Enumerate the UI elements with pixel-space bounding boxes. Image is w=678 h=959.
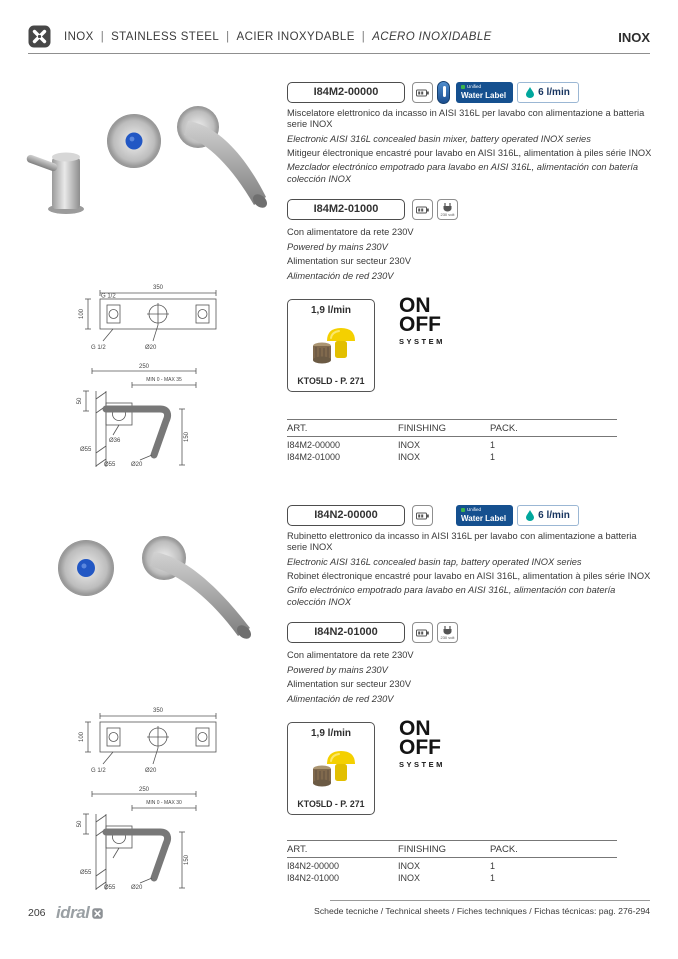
product-section-i84m2 [0, 75, 678, 498]
aerator-body [313, 343, 331, 364]
battery-badge [412, 622, 433, 643]
col-pack: PACK. [490, 423, 518, 434]
mains-en: Powered by mains 230V [287, 664, 388, 675]
mains-description [287, 650, 655, 708]
dim-d36: Ø36 [109, 438, 121, 444]
article-table [287, 419, 617, 462]
dim-d20: Ø20 [131, 462, 143, 468]
col-pack: PACK. [490, 844, 518, 855]
product-description [287, 108, 655, 188]
mains-voltage-badge [437, 622, 458, 643]
battery-badge [412, 199, 433, 220]
water-drop-icon [526, 87, 534, 98]
dim-height: 150 [184, 431, 190, 443]
water-label-top: Unified [461, 85, 508, 90]
mains-description [287, 227, 655, 285]
collection-name: INOX [618, 30, 650, 45]
aerator-box [287, 299, 375, 392]
description-it: Rubinetto elettronico da incasso in AISI 316L per lavabo con alimentazione a batteria serie INOX [287, 531, 637, 553]
cell-pack: 1 [490, 452, 496, 462]
dim-d55a: Ø55 [80, 870, 92, 876]
article-code-box [287, 82, 405, 103]
aerator-image [308, 745, 356, 791]
article-code: I84N2-00000 [314, 509, 378, 521]
wall-spout [142, 536, 254, 641]
dim-thread-bottom: G 1/2 [91, 345, 106, 351]
dim-diameter: Ø20 [145, 345, 157, 351]
battery-icon [416, 512, 429, 520]
cell-finishing: INOX [398, 452, 421, 462]
header-lang-es: ACERO INOXIDABLE [372, 31, 492, 43]
cell-finishing: INOX [398, 873, 421, 883]
dim-minmax: MIN 0 - MAX 30 [146, 800, 182, 806]
mains-voltage-badge [437, 199, 458, 220]
plug-icon [442, 626, 453, 635]
aerator-body [313, 766, 331, 787]
description-fr: Robinet électronique encastré pour lavabo en AISI 316L, alimentation à piles série INOX [287, 570, 651, 581]
onoff-on: ON [399, 717, 431, 740]
article-code: I84M2-00000 [313, 86, 379, 98]
page-number: 206 [28, 907, 46, 919]
brand-cross-icon [28, 25, 51, 48]
mains-en: Powered by mains 230V [287, 241, 388, 252]
battery-icon [416, 206, 429, 214]
thermometer-badge [437, 81, 450, 104]
cell-art: I84N2-01000 [287, 873, 340, 883]
description-es: Grifo electrónico empotrado para lavabo en AISI 316L, alimentación con batería colección INOX [287, 585, 616, 607]
aerator-flow-rate: 1,9 l/min [310, 728, 351, 739]
table-row [287, 437, 617, 450]
dim-height: 150 [184, 854, 190, 866]
cell-art: I84M2-01000 [287, 452, 341, 462]
onoff-system: SYSTEM [399, 337, 445, 346]
brand-logo [56, 903, 103, 923]
product-photo-tap [22, 526, 284, 656]
mains-es: Alimentación de red 230V [287, 270, 394, 281]
mains-it: Con alimentatore da rete 230V [287, 227, 414, 237]
dim-d55a: Ø55 [80, 447, 92, 453]
technical-drawing-top-view [76, 281, 226, 361]
water-label-badge [456, 505, 513, 526]
header-lang-en: STAINLESS STEEL [111, 31, 220, 43]
table-row [287, 858, 617, 871]
dim-d55b: Ø55 [104, 885, 116, 891]
wall-spout [177, 106, 270, 210]
article-table [287, 840, 617, 883]
onoff-system: SYSTEM [399, 760, 445, 769]
aerator-box [287, 722, 375, 815]
water-label-top: Unified [461, 508, 508, 513]
technical-drawing-top-view [76, 704, 226, 784]
voltage-label: 230 volt [440, 211, 455, 217]
table-row [287, 871, 617, 884]
water-drop-icon [526, 510, 534, 521]
flow-rate-value: 6 l/min [538, 510, 570, 521]
footer-rule [330, 900, 650, 901]
voltage-label: 230 volt [440, 634, 455, 640]
article-code-box [287, 622, 405, 643]
aerator-code: KTO5LD - P. 271 [297, 376, 365, 386]
onoff-system-logo [399, 718, 445, 769]
sensor-blue-dot [77, 559, 95, 577]
product-photo-mixer [22, 93, 284, 241]
dim-width: 350 [152, 285, 164, 291]
mains-es: Alimentación de red 230V [287, 693, 394, 704]
aerator-key [327, 751, 355, 781]
mains-fr: Alimentation sur secteur 230V [287, 256, 412, 266]
description-es: Mezclador electrónico empotrado para lavabo en AISI 316L, alimentación con batería colección INOX [287, 162, 639, 184]
battery-badge [412, 505, 433, 526]
description-en: Electronic AISI 316L concealed basin tap, battery operated INOX series [287, 556, 582, 567]
header-separator: | [226, 31, 230, 43]
dim-width: 250 [138, 787, 150, 793]
battery-icon [416, 629, 429, 637]
dim-thread-top: G 1/2 [101, 293, 116, 300]
water-label-main: Water Label [461, 513, 507, 523]
dim-d20: Ø20 [131, 885, 143, 891]
cell-pack: 1 [490, 439, 496, 450]
page-header-title [64, 31, 492, 43]
dim-width: 350 [152, 708, 164, 714]
table-row [287, 450, 617, 463]
header-lang-it: INOX [64, 31, 94, 43]
brand-cross-icon [92, 908, 103, 919]
plug-icon [442, 203, 453, 212]
sensor-plate [107, 114, 161, 168]
dim-depth: 100 [79, 731, 85, 743]
description-it: Miscelatore elettronico da incasso in AISI 316L per lavabo con alimentazione a batteria serie INOX [287, 108, 645, 130]
col-art: ART. [287, 423, 308, 434]
dim-diameter: Ø20 [145, 768, 157, 774]
mixer-handle [26, 153, 84, 215]
dim-offset: 50 [77, 820, 83, 828]
onoff-on: ON [399, 294, 431, 317]
brand-wordmark: idral [56, 903, 90, 922]
flow-rate-badge [517, 82, 579, 103]
header-separator: | [361, 31, 366, 43]
product-section-i84n2 [0, 498, 678, 921]
technical-drawing-side-view [76, 784, 234, 896]
technical-drawing-side-view [76, 361, 234, 473]
water-label-main: Water Label [461, 90, 507, 100]
table-header-row [287, 840, 617, 858]
dim-minmax: MIN 0 - MAX 35 [146, 377, 182, 383]
battery-badge [412, 82, 433, 103]
aerator-image [308, 322, 356, 368]
onoff-off: OFF [399, 736, 441, 759]
water-label-badge [456, 82, 513, 103]
aerator-code: KTO5LD - P. 271 [297, 799, 365, 809]
article-code-box [287, 199, 405, 220]
article-code-box [287, 505, 405, 526]
product-description [287, 531, 655, 611]
description-en: Electronic AISI 316L concealed basin mixer, battery operated INOX series [287, 133, 591, 144]
dim-offset: 50 [77, 397, 83, 405]
cell-finishing: INOX [398, 439, 421, 450]
header-separator: | [100, 31, 105, 43]
cell-finishing: INOX [398, 860, 421, 871]
article-code: I84N2-01000 [314, 626, 378, 638]
description-fr: Mitigeur électronique encastré pour lavabo en AISI 316L, alimentation à piles série INOX [287, 147, 652, 158]
col-finishing: FINISHING [398, 844, 447, 855]
mains-fr: Alimentation sur secteur 230V [287, 679, 412, 689]
flow-rate-value: 6 l/min [538, 87, 570, 98]
dim-d55b: Ø55 [104, 462, 116, 468]
cell-art: I84M2-00000 [287, 439, 341, 450]
aerator-flow-rate: 1,9 l/min [310, 305, 351, 316]
header-lang-fr: ACIER INOXYDABLE [236, 31, 355, 43]
cell-pack: 1 [490, 860, 496, 871]
onoff-system-logo [399, 295, 445, 346]
footer-note: Schede tecniche / Technical sheets / Fiches techniques / Fichas técnicas: pag. 276-294 [314, 906, 650, 916]
sensor-blue-dot [126, 133, 143, 150]
dim-thread-bottom: G 1/2 [91, 768, 106, 774]
table-header-row [287, 419, 617, 437]
dim-width: 250 [138, 364, 150, 370]
cell-pack: 1 [490, 873, 496, 883]
aerator-key [327, 328, 355, 358]
battery-icon [416, 89, 429, 97]
flow-rate-badge [517, 505, 579, 526]
col-finishing: FINISHING [398, 423, 447, 434]
onoff-off: OFF [399, 313, 441, 336]
article-code: I84M2-01000 [313, 203, 379, 215]
cell-art: I84N2-00000 [287, 860, 340, 871]
sensor-plate [58, 540, 114, 596]
col-art: ART. [287, 844, 308, 855]
dim-depth: 100 [79, 308, 85, 320]
mains-it: Con alimentatore da rete 230V [287, 650, 414, 660]
header-rule [28, 53, 650, 54]
